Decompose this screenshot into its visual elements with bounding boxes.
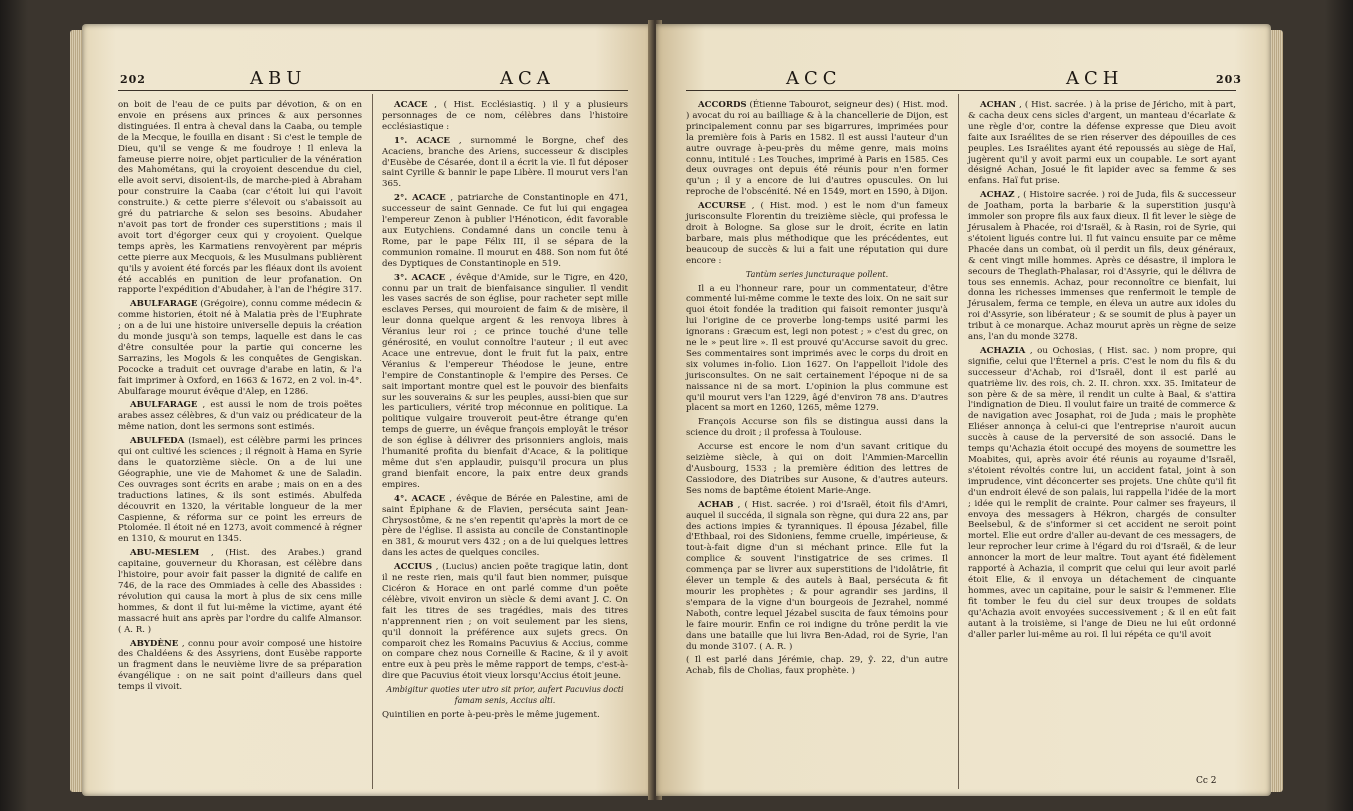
entry-paragraph [382, 193, 628, 269]
right-column-divider [958, 94, 959, 789]
entry-paragraph [968, 346, 1236, 640]
right-page-number: 203 [1216, 73, 1242, 86]
entry-text: , évêque de Bérée en Palestine, ami de saint Épiphane & de Flavien, persécuta saint Jean-Chrysostôme, & ne s'en repentit qu'après la mort de ce père de l'église. Il assista au concile de Constantinople en 381, & mourut vers 432 ; on a de lui quelques lettres dans les actes de quelques conciles. [382, 493, 628, 559]
entry-paragraph [686, 284, 948, 415]
right-page-column-2 [968, 100, 1236, 643]
entry-paragraph: Ambigitur quoties uter utro sit prior, aufert Pacuvius docti famam senis, Accius alti. [386, 685, 624, 706]
left-page-column-2 [382, 100, 628, 724]
entry-paragraph [118, 400, 362, 433]
left-page-number: 202 [120, 73, 146, 86]
catchword: Cc 2 [1196, 776, 1217, 786]
entry-paragraph [686, 442, 948, 497]
entry-text: , évêque d'Amide, sur le Tigre, en 420, connu par un trait de bienfaisance singulier. Il vendit les vases sacrés de son église, pour racheter sept mille esclaves Perses, qui mouroient de faim & de misère, il leur donna quelque argent & les renvoya libres à Véranius leur roi ; ce prince touché d'une telle générosité, en voulut connoître l'auteur ; il eut avec Acace une entrevue, dont le fruit fut la paix, entre Véranius & l'empereur Théodose le jeune, entre l'empire de Constantinople & l'empire des Perses. Ce sait important montre quel est le pouvoir des bienfaits sur les souverains & sur les peuples, aussi-bien que sur les particuliers, vérité trop méconnue en politique. La politique vulgaire trouveroit peut-être étrange qu'en temps de guerre, un évêque françois employât le trésor de son église à délivrer des prisonniers anglois, mais l'humanité profita du bienfait d'Acace, & la politique même dut s'en applaudir, puisqu'il procura un plus grand bienfait encore, la paix entre deux grands empires. [382, 272, 629, 490]
entry-text: , surnommé le Borgne, chef des Acaciens, branche des Ariens, successeur & disciples d'Eusèbe de Césarée, dont il a écrit la vie. Il fut déposer saint Cyrille & bannir le pape Libère. Il mourut vers l'an 365. [382, 135, 628, 190]
entry-text: , ( Hist. sacrée. ) roi d'Israël, étoit fils d'Amri, auquel il succéda, il signala son règne, qui dura 22 ans, par des actions impies & tyranniques. Il épousa Jézabel, fille d'Ethbaal, roi des Sidoniens, femme cruelle, impérieuse, & tout-à-fait digne d'un si méchant prince. Elle fut la complice & souvent l'instigatrice de ses crimes. Il commença par se livrer aux superstitions de l'idolâtrie, fit élever un temple & des autels à Baal, persécuta & fit mourir les prophètes ; & pour agrandir ses jardins, il s'empara de la vigne d'un bourgeois de Jezrahel, nommé Naboth, contre lequel Jézabel suscita de faux témoins pour le faire mourir. Enfin ce roi indigne du trône perdit la vie dans une bataille que lui livra Ben-Adad, roi de Syrie, l'an du monde 3107. ( A. R. ) [686, 499, 949, 652]
entry-paragraph [382, 562, 628, 682]
entry-text: (Étienne Tabourot, seigneur des) ( Hist. mod. ) avocat du roi au bailliage & à la chancellerie de Dijon, est principalement connu par ses bigarrures, imprimées pour la première fois à Paris en 1582. Il est aussi l'auteur d'un autre ouvrage à-peu-près du même genre, mais moins connu, intitulé : Les Touches, imprimé à Paris en 1585. Ces deux ouvrages ont depuis été réunis pour n'en former qu'un ; il y a encore de lui d'autres opuscules. On lui reproche de l'obscénité. Né en 1549, mort en 1590, à Dijon. [686, 100, 948, 198]
entry-text: , ( Histoire sacrée. ) roi de Juda, fils & successeur de Joatham, porta la barbarie & la superstition jusqu'à immoler son propre fils aux faux dieux. Il fit lever le siège de Jérusalem à Phacée, roi d'Israël, & à Rasin, roi de Syrie, qui s'étoient ligués contre lui. Il fut vaincu ensuite par ce même Phacée dans un combat, où il perdit un fils, deux généraux, & cent vingt mille hommes. Après ce désastre, il implora le secours de Theglath-Phalasar, roi d'Assyrie, qui le délivra de tous ses ennemis. Achaz, pour reconnoître ce bienfait, lui donna les richesses immenses que renfermoit le temple de Jérusalem, ferma ce temple, en éleva un autre aux idoles du roi d'Assyrie, son libérateur ; & se soumit de plus à payer un tribut à ce monarque. Achaz mourut après un règne de seize ans, l'an du monde 3278. [968, 190, 1236, 343]
entry-headword: 3°. ACACE [394, 272, 446, 283]
entry-paragraph [118, 639, 362, 694]
left-running-head-left: ABU [250, 68, 307, 89]
entry-paragraph [382, 273, 628, 491]
entry-text: , ou Ochosias, ( Hist. sac. ) nom propre, qui signifie, celui que l'Éternel a pris. C'est le nom du fils & du successeur d'Achab, roi d'Israël, dont il est parlé au quatrième liv. des rois, ch. 2. II. chron. xxx. 35. Imitateur de son père & de sa mère, il rendit un culte à Baal, & s'attira l'indignation de Dieu. Il voulut faire un traité de commerce & de navigation avec Josaphat, roi de Juda ; mais le prophète Eliéser annonça à celui-ci que l'entreprise n'auroit aucun succès à cause de la perversité de son associé. Dans le temps qu'Achazia étoit occupé des moyens de soumettre les Moabites, qui, après avoir été réunis au royaume d'Israël, s'étoient révoltés contre lui, un accident fatal, joint à son imprudence, vint déconcerter ses projets. Une chûte qu'il fit d'un endroit élevé de son palais, lui rappella l'idée de la mort ; idée qui le remplit de crainte. Pour calmer ses frayeurs, il envoya des messagers à Hékron, chargés de consulter Beelsebul, & de s'informer si cet accident ne seroit point mortel. Elie eut ordre d'aller au-devant de ces messagers, de leur reprocher leur crime à l'égard du roi d'Israël, & de leur annoncer la mort de leur maître. Tout ayant été fidèlement rapporté à Achazia, il comprit que celui qui leur avoit parlé étoit Elie, & il envoya un détachement de cinquante hommes, avec un capitaine, pour le saisir & l'emmener. Elie fit tomber le feu du ciel sur deux troupes de soldats qu'Achazia avoit envoyées successivement ; & il en eût fait autant à la troisième, si l'ange de Dieu ne lui eût ordonné d'aller parler lui-même au roi. Il lui répéta ce qu'il avoit [968, 345, 1236, 640]
entry-headword: ACHAZ [980, 190, 1015, 201]
entry-paragraph [382, 100, 628, 133]
entry-headword: ACHAN [980, 100, 1017, 110]
entry-text: , patriarche de Constantinople en 471, successeur de saint Gennade. Ce fut lui qui engagea l'empereur Zenon à publier l'Hénoticon, édit favorable aux Eutychiens. Condamné dans un concile tenu à Rome, par le pape Félix III, il se sépara de la communion romaine. Il mourut en 488. Son nom fut ôté des Dyptiques de Constantinople en 519. [382, 193, 629, 269]
entry-paragraph [968, 100, 1236, 187]
entry-paragraph [686, 500, 948, 653]
entry-text: , ( Hist. sacrée. ) à la prise de Jéricho, mit à part, & cacha deux cens sicles d'argent, un manteau d'écarlate & une règle d'or, contre la défense expresse que Dieu avoit faite aux Israélites de se rien réserver des dépouilles de ces peuples. Les Israélites ayant été repoussés au siège de Haï, jugèrent qu'il y avoit parmi eux un coupable. Le sort ayant désigné Achan, Josué le fit lapider avec sa femme & ses enfans. Haï fut prise. [968, 100, 1236, 187]
entry-text: (Ismael), est célèbre parmi les princes qui ont cultivé les sciences ; il régnoit à Hama en Syrie dans le quatorzième siècle. On a de lui une Géographie, une vie de Mahomet & une de Saladin. Ces ouvrages sont écrits en arabe ; mais on en a des traductions latines, & ils sont estimés. Abulfeda découvrit en 1320, la véritable longueur de la mer Caspienne, & réforma sur ce point les erreurs de Ptolomée. Il étoit né en 1273, avoit commencé à régner en 1310, & mourut en 1345. [118, 436, 362, 545]
right-running-head-left: ACC [786, 68, 842, 89]
entry-text: , connu pour avoir composé une histoire des Chaldéens & des Assyriens, dont Eusèbe rapporte un fragment dans le neuvième livre de sa préparation évangélique : on ne sait point d'ailleurs dans quel temps il vivoit. [118, 638, 363, 693]
right-page-header [656, 68, 1271, 90]
entry-paragraph [686, 655, 948, 677]
entry-headword: ABU-MESLEM [130, 548, 200, 559]
left-page-header [82, 68, 652, 90]
entry-text: , (Hist. des Arabes.) grand capitaine, gouverneur du Khorasan, est célèbre dans l'histoire, pour avoir fait passer la dignité de calife en 746, de la race des Ommiades à celle des Abassides : révolution qui causa la mort à plus de six cens mille hommes, & dont il fut lui-même la victime, ayant été massacré huit ans après par l'ordre du calife Almansor. ( A. R. ) [118, 548, 362, 635]
entry-headword: ACCIUS [394, 562, 433, 573]
entry-text: Il a eu l'honneur rare, pour un commentateur, d'être commenté lui-même comme le texte des loix. On ne sait sur quoi étoit fondée la tradition qui faisoit remonter jusqu'à lui l'origine de ce proverbe long-temps usité parmi les ignorans : Græcum est, legi non potest ; » c'est du grec, on ne le » peut lire ». Il est prouvé qu'Accurse savoit du grec. Ses commentaires sont imprimés avec le corps du droit en six volumes in-folio. Lion 1627. On l'appelloit l'idole des jurisconsultes. On ne sait certainement l'époque ni de sa naissance ni de sa mort. L'opinion la plus commune est qu'il mourut vers l'an 1229, âgé d'environ 78 ans. D'autres placent sa mort en 1260, 1265, même 1279. [686, 283, 948, 414]
entry-text: , ( Hist. Ecclésiastiq. ) il y a plusieurs personnages de ce nom, célèbres dans l'histoire ecclésiastique : [382, 100, 628, 132]
entry-text: Accurse est encore le nom d'un savant critique du seizième siècle, à qui on doit l'Ammien-Marcellin d'Ausbourg, 1533 ; la première édition des lettres de Cassiodore, des Diatribes sur Ausone, & d'autres auteurs. Ses noms de baptême étoient Marie-Ange. [686, 442, 948, 496]
entry-text: ( Il est parlé dans Jérémie, chap. 29, ŷ. 22, d'un autre Achab, fils de Cholias, faux prophète. ) [686, 655, 948, 677]
entry-paragraph [382, 710, 628, 721]
right-page-column-1 [686, 100, 948, 680]
entry-paragraph [118, 548, 362, 635]
entry-paragraph: Tantùm series juncturaque pollent. [745, 269, 889, 279]
entry-headword: ACHAB [698, 499, 734, 510]
entry-text: François Accurse son fils se distingua aussi dans la science du droit ; il professa à Toulouse. [686, 417, 948, 439]
right-page-edges [1269, 30, 1283, 792]
entry-text: (Grégoire), connu comme médecin & comme historien, étoit né à Malatia près de l'Euphrate ; on a de lui une histoire universelle depuis la création du monde jusqu'à son temps, laquelle est dans le cas d'être consultée pour la partie qui concerne les Sarrazins, les Mogols & les conquêtes de Gengiskan. Pococke a traduit cet ouvrage d'arabe en latin, & l'a fait imprimer à Oxford, en 1663 & 1672, en 2 vol. in-4°. Abulfarage mourut évêque d'Alep, en 1286. [118, 299, 363, 397]
left-page [82, 24, 652, 796]
entry-headword: ACHAZIA [980, 345, 1026, 356]
entry-paragraph [382, 494, 628, 559]
right-page [656, 24, 1271, 796]
right-header-rule [686, 90, 1236, 91]
left-column-divider [372, 94, 373, 789]
entry-paragraph [118, 436, 362, 545]
entry-text: , est aussi le nom de trois poëtes arabes assez célèbres, & d'un vaiz ou prédicateur de la même nation, dont les sermons sont estimés. [118, 400, 363, 433]
entry-paragraph [686, 417, 948, 439]
entry-headword: ACACE [394, 100, 428, 110]
entry-paragraph [118, 100, 362, 296]
entry-headword: 1°. ACACE [394, 135, 450, 146]
right-running-head-right: ACH [1066, 68, 1124, 89]
entry-headword: ABULFARAGE [130, 400, 198, 411]
entry-headword: ACCORDS [698, 100, 747, 110]
entry-headword: 2°. ACACE [394, 193, 446, 204]
entry-paragraph [686, 100, 948, 198]
left-running-head-right: ACA [500, 68, 555, 89]
entry-paragraph [382, 136, 628, 191]
entry-headword: ABYDÈNE [130, 638, 179, 649]
left-page-column-1 [118, 100, 362, 696]
entry-text: on boit de l'eau de ce puits par dévotion, & on en envoie en présens aux princes & aux personnes distinguées. Il entra à cheval dans la Caaba, ou temple de la Mecque, le fouilla en disant : Si c'est le temple de Dieu, qu'il se venge & me foudroye ! Il enleva la fameuse pierre noire, objet particulier de la vénération des Mahométans, qui la croyoient descendue du ciel, elle avoit servi, disoient-ils, de marche-pied à Abraham pour construire la Caaba (car c'étoit lui qui l'avoit construite.) & cette pierre s'élevoit ou s'abaissoit au gré du patriarche & selon ses besoins. Abudaher n'avoit pas tort de fronder ces superstitions ; mais il avoit tort d'égorger ceux qui y croyoient. Quelque temps après, les Karmatiens renvoyèrent par mépris cette pierre aux Mecquois, & les Musulmans publièrent qu'ils y avoient été forcés par les fléaux dont ils avoient été accablés en punition de leur profanation. On rapporte l'expédition d'Abudaher, à l'an de l'hégire 317. [118, 100, 363, 296]
entry-text: , ( Hist. mod. ) est le nom d'un fameux jurisconsulte Florentin du treizième siècle, qui professa le droit à Bologne. Sa glose sur le droit, écrite en latin barbare, mais plus méthodique que les précédentes, eut beaucoup de succès & lui a fait une réputation qui dure encore : [686, 201, 948, 266]
entry-paragraph [686, 201, 948, 266]
entry-headword: 4°. ACACE [394, 493, 446, 504]
entry-headword: ABULFEDA [130, 436, 185, 447]
entry-paragraph [118, 299, 362, 397]
entry-paragraph [968, 190, 1236, 343]
entry-headword: ACCURSE [698, 201, 746, 212]
entry-text: , (Lucius) ancien poëte tragique latin, dont il ne reste rien, mais qu'il faut bien nommer, puisque Cicéron & Horace en ont parlé comme d'un poëte célèbre, vivoit environ un siècle & demi avant J. C. On fait les titres de ses tragédies, mais des titres n'apprennent rien ; on voit seulement par les siens, qu'il donnoit la préférence aux sujets grecs. On comparoit chez les Romains Pacuvius & Accius, comme on compare chez nous Corneille & Racine, & il y avoit entre eux à peu près le même rapport de temps, c'est-à-dire que Pacuvius étoit vieux lorsqu'Accius étoit jeune. [382, 562, 629, 682]
entry-headword: ABULFARAGE [130, 299, 198, 310]
left-header-rule [118, 90, 628, 91]
entry-text: Quintilien en porte à-peu-près le même jugement. [382, 709, 600, 720]
